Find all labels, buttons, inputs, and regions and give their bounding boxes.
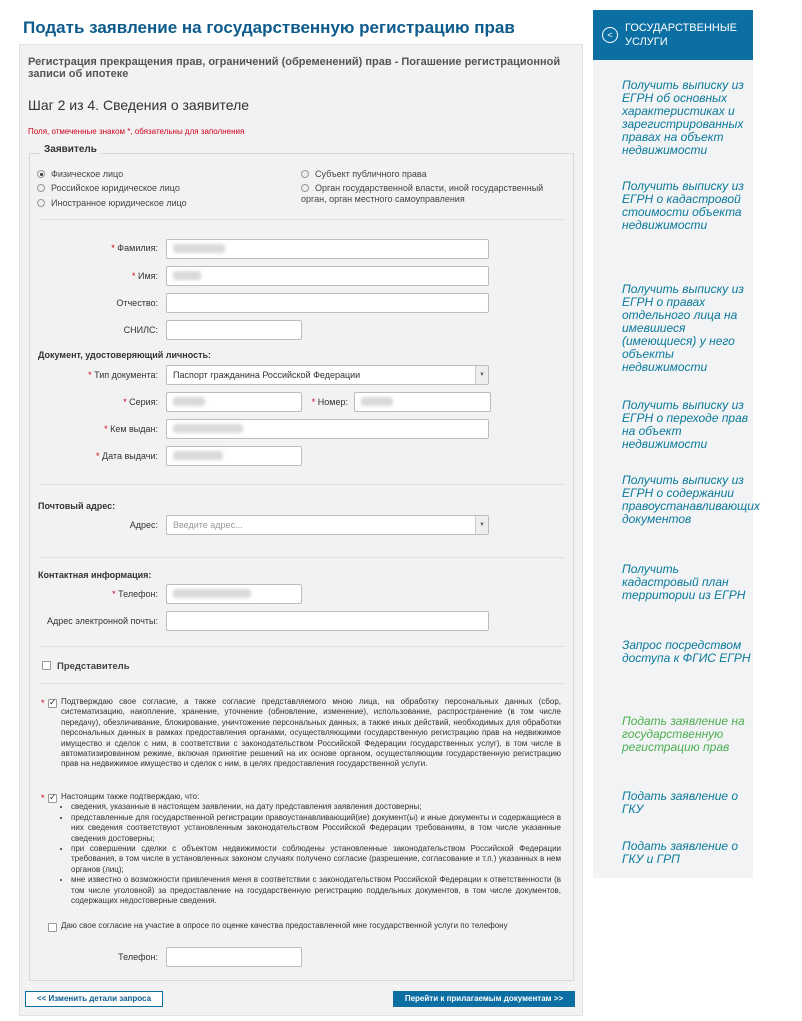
snils-label: СНИЛС: [123, 325, 158, 335]
survey-consent-checkbox[interactable] [48, 923, 57, 932]
patronymic-input[interactable] [166, 293, 489, 313]
sidebar-item-gku-grp[interactable]: Подать заявление о ГКУ и ГРП [622, 839, 739, 866]
representative-checkbox[interactable] [42, 661, 130, 672]
radio-label: Физическое лицо [51, 169, 124, 179]
issued-by-label: * Кем выдан: [104, 424, 158, 434]
survey-consent-text: Даю свое согласие на участие в опросе по оценке качества предоставленной мне государственной услуги по телефону [61, 921, 508, 930]
divider [40, 219, 564, 220]
email-label: Адрес электронной почты: [46, 616, 158, 626]
surname-label: * Фамилия: [111, 243, 158, 253]
address-label: Адрес: [129, 520, 158, 530]
postal-address-heading: Почтовый адрес: [38, 501, 116, 511]
next-button[interactable]: Перейти к прилагаемым документам >> [393, 991, 575, 1007]
checkbox-indicator[interactable] [42, 661, 51, 670]
sidebar-item-gku[interactable]: Подать заявление о ГКУ [622, 789, 739, 816]
main-form-panel [19, 44, 583, 1016]
sidebar-item-fgis-access[interactable]: Запрос посредством доступа к ФГИС ЕГРН [622, 638, 751, 665]
number-label: * Номер: [311, 397, 348, 407]
doc-type-value: Паспорт гражданина Российской Федерации [173, 370, 361, 380]
radio-foreign-legal-entity[interactable] [37, 198, 187, 209]
survey-phone-input[interactable] [166, 947, 302, 967]
list-item: • при совершении сделки с объектом недвижимости соблюдены установленные законодательством Российской Федерации требования, в том числе в установленных законом случаях получено согласие (разрешение, согласование и т.п.) указанных в нем органов (лиц); [71, 844, 561, 875]
triangle-down-icon[interactable]: ▼ [475, 516, 488, 534]
phone-label: * Телефон: [112, 589, 158, 599]
confirmation-checkbox[interactable] [48, 794, 57, 803]
back-button[interactable]: << Изменить детали запроса [25, 991, 163, 1007]
issued-by-input[interactable] [166, 419, 489, 439]
list-item: • мне известно о возможности привлечения меня в соответствии с законодательством Российской Федерации к ответственности (в том числе уголовной) за предоставление на государственную регистрацию поддельных документов, в том числе документов, содержащих недостоверные сведения. [71, 875, 561, 906]
required-star: * [41, 698, 45, 708]
contact-info-heading: Контактная информация: [38, 570, 152, 580]
sidebar-item-egrn-cadastral-value[interactable]: Получить выписку из ЕГРН о кадастровой стоимости объекта недвижимости [622, 179, 744, 232]
doc-type-select[interactable] [166, 365, 489, 385]
radio-government-body[interactable] [301, 183, 566, 205]
triangle-down-icon[interactable]: ▼ [475, 366, 488, 384]
snils-input[interactable] [166, 320, 302, 340]
radio-label: Субъект публичного права [315, 169, 427, 179]
radio-indicator[interactable] [37, 170, 45, 178]
service-subtitle: Регистрация прекращения прав, ограничений (обременений) прав - Погашение регистрационной записи об ипотеке [28, 56, 561, 80]
sidebar-title: ГОСУДАРСТВЕННЫЕ УСЛУГИ [625, 22, 737, 48]
radio-indicator[interactable] [37, 199, 45, 207]
identity-document-heading: Документ, удостоверяющий личность: [38, 350, 212, 360]
confirmation-intro: Настоящим также подтверждаю, что: [61, 792, 200, 801]
divider [40, 484, 564, 485]
sidebar-item-egrn-title-docs[interactable]: Получить выписку из ЕГРН о содержании правоустанавливающих документов [622, 473, 760, 526]
issue-date-input[interactable] [166, 446, 302, 466]
radio-indicator[interactable] [37, 184, 45, 192]
radio-russian-legal-entity[interactable] [37, 183, 180, 194]
radio-individual[interactable] [37, 169, 123, 180]
sidebar [593, 10, 760, 878]
representative-label: Представитель [57, 661, 130, 672]
list-item: • представленные для государственной регистрации правоустанавливающий(ие) документ(ы) и иные документы и содержащиеся в них сведения соответствуют установленным законодательством Российской Федерации требованиям, в том числе указанные сведения достоверны; [71, 813, 561, 844]
sidebar-item-egrn-basic[interactable]: Получить выписку из ЕГРН об основных характеристиках и зарегистрированных правах на объект недвижимости [622, 78, 744, 157]
name-label: * Имя: [131, 271, 158, 281]
email-input[interactable] [166, 611, 489, 631]
radio-label: Орган государственной власти, иной государственный орган, орган местного самоуправления [301, 183, 544, 204]
consent-personal-data-checkbox[interactable] [48, 699, 57, 708]
doc-type-label: * Тип документа: [88, 370, 158, 380]
chevron-left-circle-icon[interactable]: < [602, 27, 618, 43]
patronymic-label: Отчество: [116, 298, 158, 308]
name-input[interactable] [166, 266, 489, 286]
number-input[interactable] [354, 392, 491, 412]
survey-phone-label: Телефон: [118, 952, 158, 962]
issue-date-label: * Дата выдачи: [96, 451, 158, 461]
sidebar-header[interactable] [593, 10, 753, 60]
sidebar-item-cadastral-plan[interactable]: Получить кадастровый план территории из ЕГРН [622, 562, 746, 602]
address-select[interactable] [166, 515, 489, 535]
divider [40, 683, 564, 684]
sidebar-item-egrn-transfer[interactable]: Получить выписку из ЕГРН о переходе прав на объект недвижимости [622, 398, 749, 451]
applicant-legend: Заявитель [40, 144, 101, 155]
radio-label: Российское юридическое лицо [51, 183, 180, 193]
step-indicator: Шаг 2 из 4. Сведения о заявителе [28, 97, 250, 113]
required-fields-note: Поля, отмеченные знаком *, обязательны для заполнения [28, 127, 245, 136]
sidebar-item-state-registration[interactable]: Подать заявление на государственную регистрацию прав [622, 714, 745, 754]
radio-public-law-entity[interactable] [301, 169, 427, 180]
surname-input[interactable] [166, 239, 489, 259]
consent-personal-data-text: Подтверждаю свое согласие, а также согласие представляемого мною лица, на обработку персональных данных (сбор, систематизацию, накопление, хранение, уточнение (обновление, изменение), использование, распространение (в том числе передачу), обезличивание, блокирование, уничтожение персональных данных, а также иных действий, необходимых для обработки персональных данных в рамках предоставления органами, осуществляющими государственную регистрацию прав на недвижимое имущество и сделок с ним, в соответствии с законодательством Российской Федерации государственных услуг), в том числе в автоматизированном режиме, включая принятие решений на их основе органом, осуществляющим государственную регистрацию прав на недвижимое имущество и сделок с ним, в целях предоставления государственной услуги. [61, 697, 561, 769]
radio-indicator[interactable] [301, 184, 309, 192]
radio-indicator[interactable] [301, 170, 309, 178]
sidebar-item-egrn-person-rights[interactable]: Получить выписку из ЕГРН о правах отдельного лица на имевшиеся (имеющиеся) у него объекты недвижимости [622, 282, 744, 374]
confirmation-text [61, 792, 561, 906]
divider [40, 646, 564, 647]
page-title: Подать заявление на государственную регистрацию прав [23, 18, 515, 37]
radio-label: Иностранное юридическое лицо [51, 198, 187, 208]
confirmation-list [61, 802, 561, 906]
phone-input[interactable] [166, 584, 302, 604]
required-star: * [41, 793, 45, 803]
series-input[interactable] [166, 392, 302, 412]
address-placeholder: Введите адрес... [173, 520, 243, 530]
divider [40, 557, 564, 558]
series-label: * Серия: [123, 397, 158, 407]
list-item: • сведения, указанные в настоящем заявлении, на дату представления заявления достоверны; [71, 802, 561, 812]
